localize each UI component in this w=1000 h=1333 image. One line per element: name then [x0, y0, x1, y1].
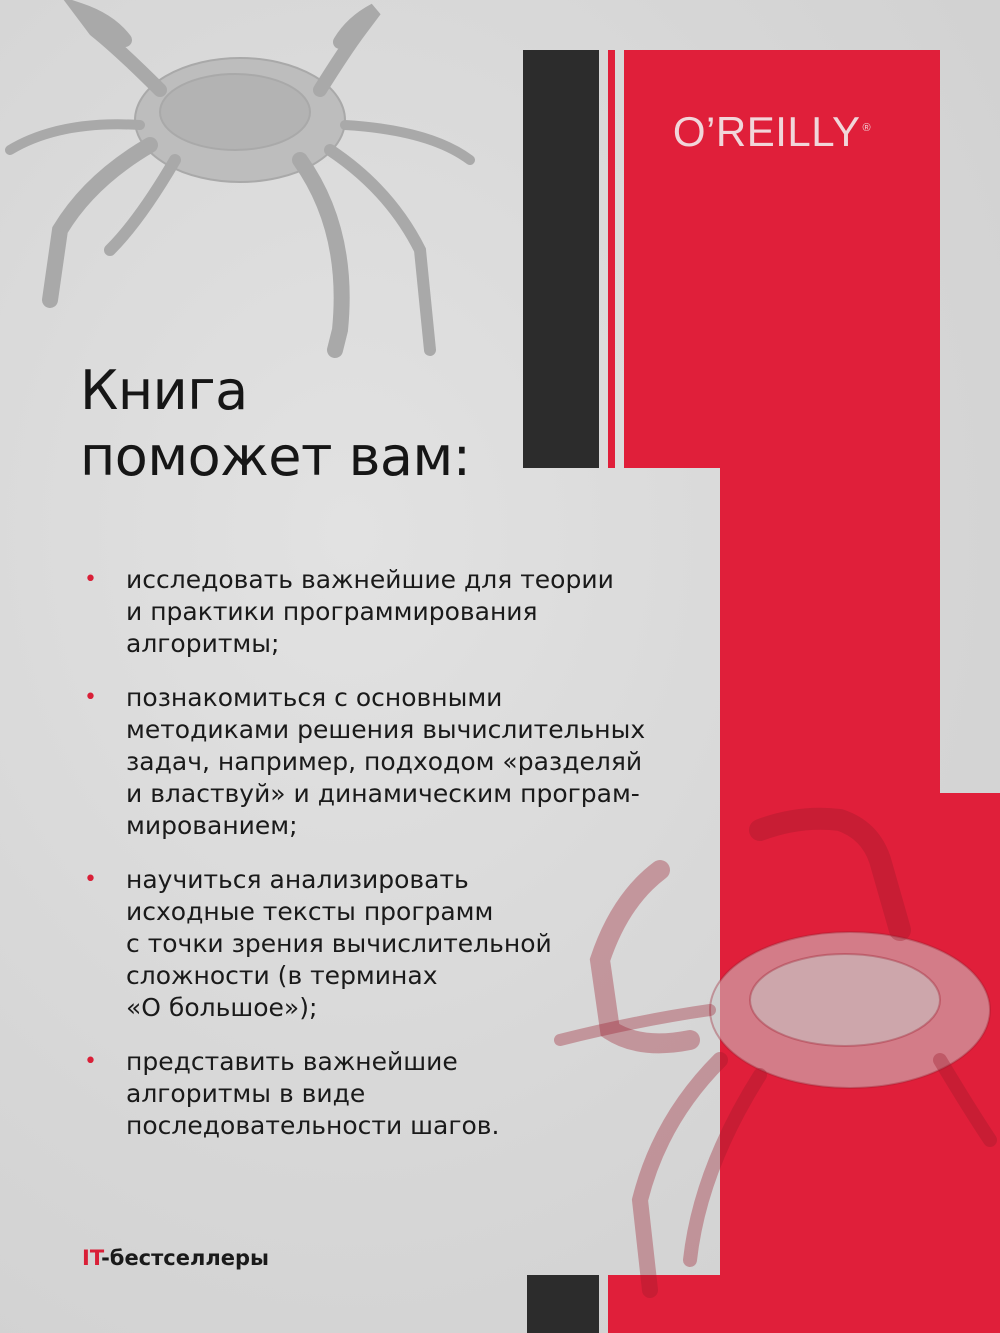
benefit-line: и властвуй» и динамическим програм-	[126, 779, 640, 808]
red-stripe-bottom	[608, 1275, 720, 1333]
benefit-line: алгоритмы в виде	[126, 1079, 366, 1108]
benefit-text	[126, 564, 684, 660]
benefit-line: алгоритмы;	[126, 629, 280, 658]
benefit-item-1	[84, 564, 684, 660]
benefits-list	[84, 564, 684, 1164]
benefit-item-3	[84, 864, 684, 1024]
benefit-text	[126, 864, 684, 1024]
benefit-item-4	[84, 1046, 684, 1142]
benefit-line: с точки зрения вычислительной	[126, 929, 552, 958]
bullet-marker: •	[84, 867, 97, 892]
benefit-line: познакомиться с основными	[126, 683, 503, 712]
headline-line-1: Книга	[80, 359, 248, 422]
series-label	[82, 1246, 269, 1270]
bullet-marker: •	[84, 1049, 97, 1074]
series-rest: -бестселлеры	[101, 1246, 270, 1270]
benefit-line: задач, например, подходом «разделяй	[126, 747, 643, 776]
benefit-item-2	[84, 682, 684, 842]
benefit-line: научиться анализировать	[126, 865, 469, 894]
headline-line-2: поможет вам:	[80, 425, 471, 488]
bullet-marker: •	[84, 685, 97, 710]
dark-bar-top	[523, 50, 599, 468]
series-accent: IT	[82, 1246, 102, 1270]
benefit-line: и практики программирования	[126, 597, 538, 626]
benefit-line: сложности (в терминах	[126, 961, 438, 990]
dark-bar-bottom	[527, 1275, 599, 1333]
bullet-marker: •	[84, 567, 97, 592]
headline	[80, 358, 470, 490]
benefit-line: мированием;	[126, 811, 298, 840]
benefit-line: исследовать важнейшие для теории	[126, 565, 614, 594]
publisher-logo	[612, 108, 932, 156]
benefit-line: представить важнейшие	[126, 1047, 458, 1076]
benefit-line: исходные тексты программ	[126, 897, 494, 926]
benefit-line: «О большое»);	[126, 993, 318, 1022]
benefit-text	[126, 1046, 684, 1142]
publisher-logo-text: O’REILLY	[672, 108, 861, 155]
registered-mark: ®	[862, 122, 872, 134]
benefit-text	[126, 682, 684, 842]
crab-illustration-top	[10, 10, 470, 350]
benefit-line: методиками решения вычислительных	[126, 715, 646, 744]
benefit-line: последовательности шагов.	[126, 1111, 500, 1140]
